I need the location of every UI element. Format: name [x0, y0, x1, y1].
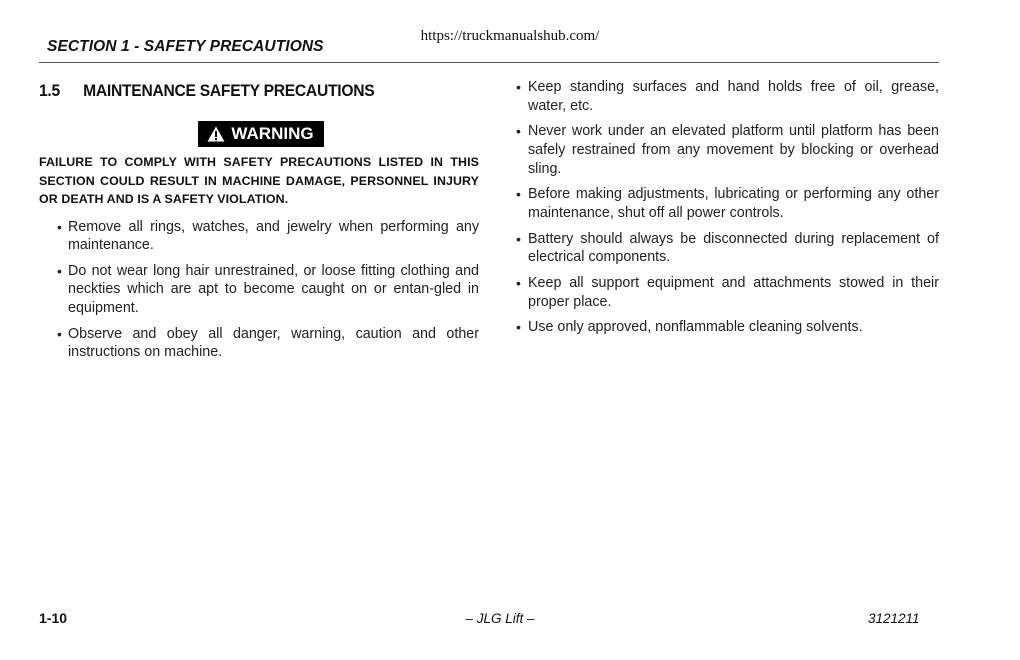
list-item: [516, 78, 939, 115]
right-column: [516, 78, 939, 344]
list-item-text: Never work under an elevated platform until platform has been safely restrained from any movement by blocking or overhead sling.: [528, 123, 939, 177]
bullet-icon: •: [516, 79, 521, 95]
list-item-text: Remove all rings, watches, and jewelry when performing any maintenance.: [68, 218, 479, 254]
list-item: [39, 218, 479, 255]
document-number: 3121211: [868, 611, 920, 626]
bullet-icon: •: [57, 218, 62, 235]
section-title: MAINTENANCE SAFETY PRECAUTIONS: [83, 81, 375, 100]
bullet-icon: •: [516, 275, 521, 292]
bullet-icon: •: [516, 319, 521, 336]
bullet-icon: •: [516, 230, 521, 247]
warning-triangle-icon: [207, 126, 225, 142]
warning-label: WARNING: [231, 124, 314, 143]
section-header: SECTION 1 - SAFETY PRECAUTIONS: [47, 38, 324, 55]
list-item: [516, 318, 939, 337]
page-number: 1-10: [39, 610, 68, 626]
list-item-text: Do not wear long hair unrestrained, or loose fitting clothing and neckties which are apt to become caught on or entan-gled in equipment.: [68, 262, 479, 317]
header-rule: [39, 62, 939, 63]
list-item-text: Keep standing surfaces and hand holds free of oil, grease, water, etc.: [528, 79, 939, 114]
left-bullet-list: [39, 218, 479, 363]
bullet-icon: •: [516, 123, 521, 140]
list-item: [39, 325, 479, 362]
footer-publisher: – JLG Lift –: [465, 611, 535, 626]
list-item-text: Before making adjustments, lubricating or performing any other maintenance, shut off all power controls.: [528, 186, 939, 221]
list-item: [516, 122, 939, 178]
bullet-icon: •: [57, 325, 62, 342]
list-item: [516, 230, 939, 267]
warning-text: FAILURE TO COMPLY WITH SAFETY PRECAUTIONS LISTED IN THIS SECTION COULD RESULT IN MACHINE DAMAGE, PERSONNEL INJURY OR DEATH AND IS A SAFETY VIOLATION.: [39, 155, 479, 206]
list-item-text: Observe and obey all danger, warning, caution and other instructions on machine.: [68, 325, 479, 361]
bullet-icon: •: [516, 186, 521, 203]
list-item-text: Battery should always be disconnected during replacement of electrical components.: [528, 230, 939, 266]
section-heading: [39, 81, 444, 101]
list-item: [516, 185, 939, 222]
warning-label-box: [198, 121, 323, 147]
bullet-icon: •: [57, 262, 62, 279]
list-item: [39, 262, 479, 318]
warning-banner: [39, 121, 479, 147]
right-bullet-list: [516, 78, 939, 337]
source-url: https://truckmanualshub.com/: [420, 28, 600, 44]
section-number: 1.5: [39, 81, 60, 100]
list-item-text: Use only approved, nonflammable cleaning solvents.: [528, 319, 863, 336]
list-item-text: Keep all support equipment and attachments stowed in their proper place.: [528, 275, 939, 310]
left-column: [39, 78, 479, 369]
list-item: [516, 274, 939, 311]
